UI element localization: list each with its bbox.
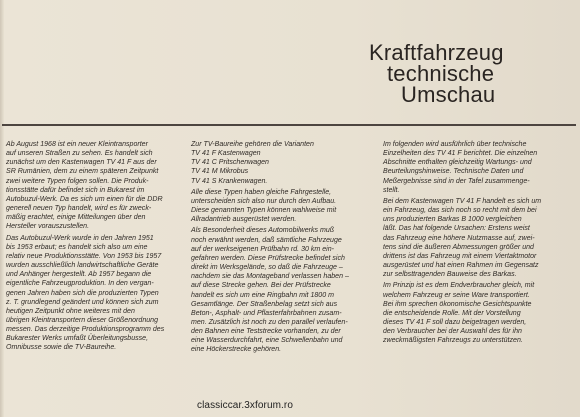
text-line: Einzelheiten des TV 41 F berichtet. Die einzelnen	[383, 150, 538, 158]
text-line: Zur TV-Baureihe gehören die Varianten	[191, 141, 314, 148]
text-line: SR Rumänien, dem zu einem späteren Zeitpunkt	[6, 168, 159, 176]
text-line: generell neuen Typ handelt, wird es für zweck-	[6, 205, 152, 213]
text-line: eigentliche Fahrzeugproduktion. In den vergan-	[6, 280, 154, 288]
text-line: mäßig erachtet, einige Mitteilungen über den	[6, 214, 146, 222]
text-line: tionsstätte dafür befindet sich in Bukarest im	[6, 186, 145, 194]
text-line: handelt es sich um eine Ringbahn mit 1800 m	[191, 291, 334, 299]
text-line: Bei dem Kastenwagen TV 41 F handelt es sich um	[383, 197, 542, 205]
text-line: Omnibusse sowie die TV-Baureihe.	[6, 344, 117, 352]
text-line: Im folgenden wird ausführlich über technische	[383, 141, 527, 148]
text-line: Allradantrieb ausgerüstet werden.	[191, 216, 297, 224]
text-line: Das Autobuzul-Werk wurde in den Jahren 1951	[6, 234, 154, 242]
text-line: relativ neue Produktionsstätte. Von 1953 bis 1957	[6, 252, 162, 260]
section-divider	[2, 124, 576, 126]
text-line: noch erwähnt werden, daß sämtliche Fahrzeuge	[191, 236, 342, 244]
text-line: uns produzierten Barkas B 1000 vergleichen	[383, 216, 522, 224]
text-line: den Verbraucher bei der Auswahl des für ihn	[383, 328, 522, 336]
watermark-text: classiccar.3xforum.ro	[197, 400, 294, 411]
text-line: Als Besonderheit dieses Automobilwerks muß	[191, 227, 335, 235]
text-line: Meßergebnisse sind in der Tafel zusammenge-	[383, 177, 530, 185]
title-line-1: Kraftfahrzeug	[369, 40, 504, 65]
text-line: auf unseren Straßen zu sehen. Es handelt sich	[6, 150, 153, 158]
text-line: messen. Das derzeitige Produktionsprogramm des	[6, 326, 165, 334]
text-line: TV 41 S Krankenwagen.	[191, 177, 268, 185]
text-line: Diese genannten Typen können wahlweise mit	[191, 207, 337, 215]
text-line: men. Zusätzlich ist noch zu den parallel verlaufen-	[191, 318, 348, 326]
text-line: welchem Fahrzeug er seine Ware transportiert.	[383, 291, 530, 299]
text-line: und Anhänger hergestellt. Ab 1957 begann die	[6, 271, 152, 279]
text-line: heutigen Zeitpunkt ohne weiteres mit den	[6, 307, 135, 315]
text-line: den Bahnen eine Teststrecke vorhanden, zu der	[191, 328, 341, 336]
text-line: eine Wasserdurchfahrt, eine Schwellenbahn und	[191, 337, 343, 345]
text-line: Beton-, Asphalt- und Pflasterfahrbahnen zusam-	[191, 309, 342, 317]
article-title	[367, 42, 567, 105]
text-line: eine Höckerstrecke gehören.	[191, 346, 282, 354]
text-line: Bei ihm sprechen ökonomische Gesichtspunkte	[383, 300, 532, 308]
text-line: zweckmäßigsten Fahrzeugs zu unterstützen.	[383, 337, 523, 345]
text-line: zunächst um den Kastenwagen TV 41 F aus der	[6, 159, 157, 167]
text-line: übrigen Kleintransportern dieser Größenordnung	[6, 316, 158, 324]
text-column-2	[191, 140, 371, 355]
text-line: Ab August 1968 ist ein neuer Kleintransporter	[6, 141, 148, 148]
text-line: Im Prinzip ist es dem Endverbraucher gleich, mit	[383, 282, 535, 290]
title-line-3: Umschau	[401, 82, 496, 107]
text-line: wurden ausschließlich landwirtschaftliche Geräte	[6, 262, 159, 270]
text-line: z. T. grundlegend geändert und können sich zum	[6, 298, 159, 306]
text-line: gefahren werden. Diese Prüfstrecke befindet sich	[191, 254, 345, 262]
text-line: Autobuzul-Werk. Da es sich um einen für die DDR	[6, 195, 163, 203]
text-line: genen Jahren haben sich die produzierten Typen	[6, 289, 159, 297]
text-line: die entscheidende Rolle. Mit der Vorstellung	[383, 309, 521, 317]
text-line: Abschnitte enthalten gleichzeitig Wartungs- und	[383, 159, 532, 167]
text-line: TV 41 M Mikrobus	[191, 168, 249, 176]
text-line: läßt. Das hat folgende Ursachen: Erstens weist	[383, 225, 530, 233]
text-column-3	[383, 140, 573, 345]
text-line: tens sind die äußeren Abmessungen größer und	[383, 243, 534, 251]
text-line: TV 41 C Pritschenwagen	[191, 159, 269, 167]
text-line: Hersteller vorauszustellen.	[6, 223, 90, 231]
text-line: ein Fahrzeug, das sich noch so recht mit dem bei	[383, 207, 537, 215]
text-line: stellt.	[383, 186, 400, 194]
text-line: das Fahrzeug eine höhere Nutzmasse auf, zwei-	[383, 234, 535, 242]
text-line: bis 1953 erbaut; es handelt sich also um eine	[6, 243, 148, 251]
text-line: Alle diese Typen haben gleiche Fahrgestelle,	[191, 188, 332, 196]
text-line: drittens ist das Fahrzeug mit einem Viertaktmotor	[383, 252, 537, 260]
text-line: TV 41 F Kastenwagen	[191, 150, 261, 158]
watermark-bar	[0, 392, 580, 417]
text-line: Bukarester Werks umfaßt Überleitungsbusse,	[6, 335, 149, 343]
text-line: dieses TV 41 F soll dazu beigetragen werden,	[383, 318, 527, 326]
text-line: zwei weitere Typen folgen sollen. Die Produk-	[6, 177, 149, 185]
text-line: auf diese Strecke gehen. Bei der Prüfstrecke	[191, 282, 331, 290]
text-line: zur selbsttragenden Bauweise des Barkas.	[383, 271, 517, 279]
text-line: Gesamtlänge. Der Straßenbelag setzt sich aus	[191, 300, 338, 308]
text-line: Beurteilungshinweise. Technische Daten und	[383, 168, 524, 176]
text-line: ausgerüstet und hat einen Rahmen im Gegensatz	[383, 262, 539, 270]
title-line-2: technische	[387, 61, 495, 86]
text-line: direkt im Werksgelände, so daß die Fahrzeuge –	[191, 264, 343, 272]
page-fold-shadow	[0, 0, 4, 417]
text-line: auf der werkseigenen Prüfbahn rd. 30 km ein-	[191, 245, 334, 253]
text-column-1	[6, 140, 186, 353]
text-line: unterscheiden sich also nur durch den Aufbau.	[191, 197, 337, 205]
text-line: nachdem sie das Montageband verlassen haben –	[191, 273, 349, 281]
